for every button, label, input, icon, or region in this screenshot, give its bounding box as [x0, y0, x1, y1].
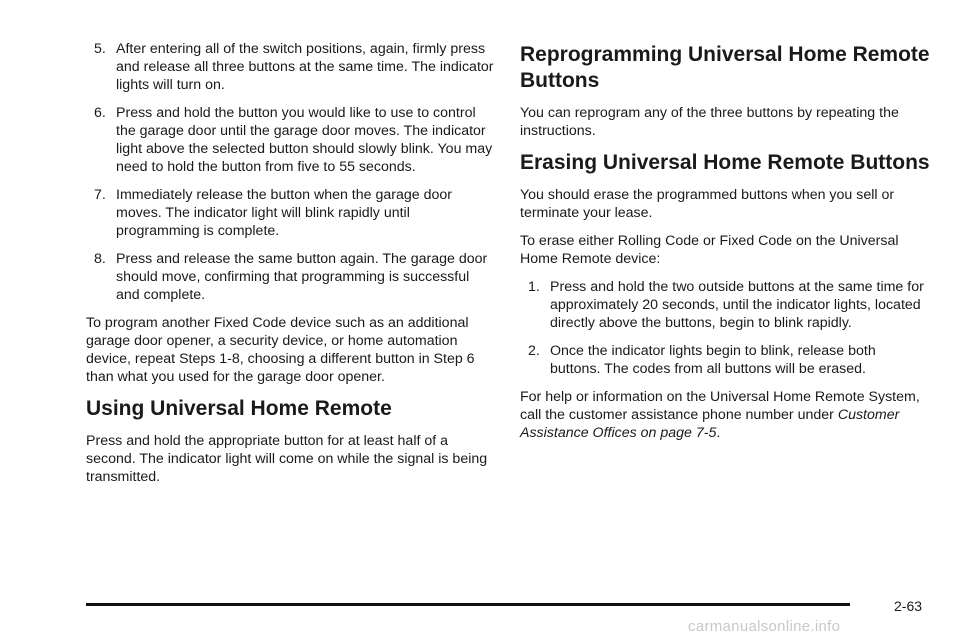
step-5	[86, 40, 494, 94]
help-suffix: .	[716, 425, 721, 441]
other-device-paragraph: To program another Fixed Code device such as an additional garage door opener, a security device, or home automation device, repeat Steps 1-8, choosing a different button in Step 6 than what you used for the garage door opener.	[86, 315, 475, 385]
reprogramming-heading: Reprogramming Universal Home Remote Buttons	[520, 43, 930, 92]
page-number: 2-63	[894, 598, 923, 614]
footer-rule	[86, 603, 850, 606]
step-number: 5.	[94, 41, 106, 57]
using-paragraph: Press and hold the appropriate button for at least half of a second. The indicator light will come on while the signal is being transmitted.	[86, 433, 488, 485]
step-6	[86, 104, 494, 176]
erase-step-1	[520, 278, 930, 332]
step-8	[86, 250, 494, 304]
step-text: Immediately release the button when the garage door moves. The indicator light will blink rapidly until programming is complete.	[116, 187, 452, 239]
step-7	[86, 186, 494, 240]
step-text: Press and hold the button you would like to use to control the garage door until the garage door moves. The indicator light above the selected button should slowly blink. You may need to hold the button from five to 55 seconds.	[116, 105, 493, 175]
customer-assistance-link[interactable]: Customer Assistance Offices on page 7-5	[520, 407, 900, 441]
erasing-heading: Erasing Universal Home Remote Buttons	[520, 151, 930, 174]
erase-step-2	[520, 342, 930, 378]
step-text: Press and hold the two outside buttons at the same time for approximately 20 seconds, until the indicator lights, located directly above the buttons, begin to blink rapidly.	[550, 279, 924, 331]
using-heading: Using Universal Home Remote	[86, 397, 392, 420]
erase-when-paragraph: You should erase the programmed buttons when you sell or terminate your lease.	[520, 187, 895, 221]
help-paragraph	[520, 388, 930, 442]
reprogramming-paragraph: You can reprogram any of the three buttons by repeating the instructions.	[520, 105, 899, 139]
erase-how-paragraph: To erase either Rolling Code or Fixed Code on the Universal Home Remote device:	[520, 233, 899, 267]
step-number: 1.	[528, 279, 540, 295]
step-text: After entering all of the switch positions, again, firmly press and release all three buttons at the same time. The indicator lights will turn on.	[116, 41, 494, 93]
left-column	[86, 40, 494, 496]
right-column	[520, 40, 930, 452]
help-text: For help or information on the Universal Home Remote System, call the customer assistance phone number under	[520, 389, 920, 423]
step-number: 7.	[94, 187, 106, 203]
step-text: Once the indicator lights begin to blink, release both buttons. The codes from all buttons will be erased.	[550, 343, 876, 377]
erase-steps-list	[520, 278, 930, 378]
step-text: Press and release the same button again. The garage door should move, confirming that programming is successful and complete.	[116, 251, 488, 303]
watermark: carmanualsonline.info	[688, 618, 841, 635]
step-number: 6.	[94, 105, 106, 121]
step-number: 8.	[94, 251, 106, 267]
step-number: 2.	[528, 343, 540, 359]
programming-steps-list	[86, 40, 494, 304]
